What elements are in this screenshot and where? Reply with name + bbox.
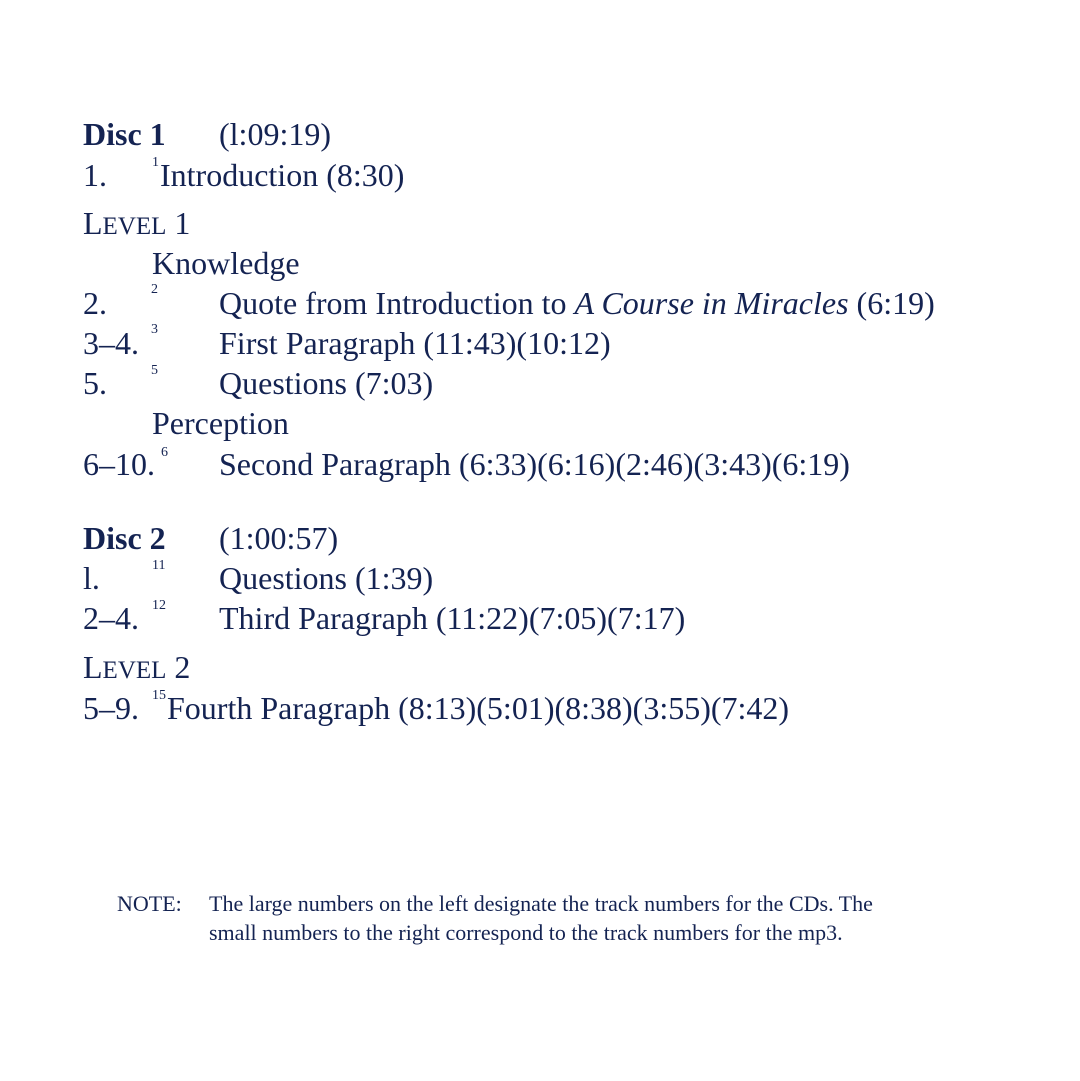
- mp3-track-number: 2: [151, 282, 158, 297]
- mp3-track-number: 6: [161, 445, 168, 460]
- mp3-track-number: 15: [152, 688, 166, 703]
- mp3-track-number: 3: [151, 322, 158, 337]
- track-number: 3–4.: [83, 325, 139, 361]
- track-number: 2.: [83, 285, 107, 321]
- mp3-track-number: 1: [152, 155, 159, 170]
- track-number: 5–9.: [83, 690, 139, 726]
- note-line-1: The large numbers on the left designate the track numbers for the CDs. The: [209, 891, 873, 916]
- level-heading: LEVEL 2: [83, 649, 191, 685]
- section-heading: Knowledge: [152, 245, 300, 281]
- disc2-label: Disc 2: [83, 520, 166, 556]
- track-title: Questions (1:39): [219, 560, 434, 596]
- section-heading: Perception: [152, 405, 289, 441]
- disc1-label: Disc 1: [83, 116, 166, 152]
- level-heading: LEVEL 1: [83, 205, 191, 241]
- mp3-track-number: 11: [152, 558, 166, 573]
- track-title: Questions (7:03): [219, 365, 434, 401]
- disc2-duration: (1:00:57): [219, 520, 339, 556]
- track-number: 5.: [83, 365, 107, 401]
- disc1-duration: (l:09:19): [219, 116, 331, 152]
- track-number: 6–10.: [83, 446, 155, 482]
- track-number: 2–4.: [83, 600, 139, 636]
- track-title: Introduction (8:30): [160, 157, 405, 193]
- track-title: Third Paragraph (11:22)(7:05)(7:17): [219, 600, 686, 636]
- mp3-track-number: 12: [152, 598, 166, 613]
- mp3-track-number: 5: [151, 363, 158, 378]
- note-label: NOTE:: [117, 891, 182, 916]
- track-title: Second Paragraph (6:33)(6:16)(2:46)(3:43)(6:19): [219, 446, 850, 482]
- track-title: First Paragraph (11:43)(10:12): [219, 325, 611, 361]
- track-number: 1.: [83, 157, 107, 193]
- track-title: Fourth Paragraph (8:13)(5:01)(8:38)(3:55)(7:42): [167, 690, 790, 726]
- track-number: l.: [83, 560, 100, 596]
- track-title: Quote from Introduction to A Course in Miracles (6:19): [219, 285, 935, 321]
- note-line-2: small numbers to the right correspond to the track numbers for the mp3.: [209, 920, 843, 945]
- book-title: A Course in Miracles: [574, 285, 849, 321]
